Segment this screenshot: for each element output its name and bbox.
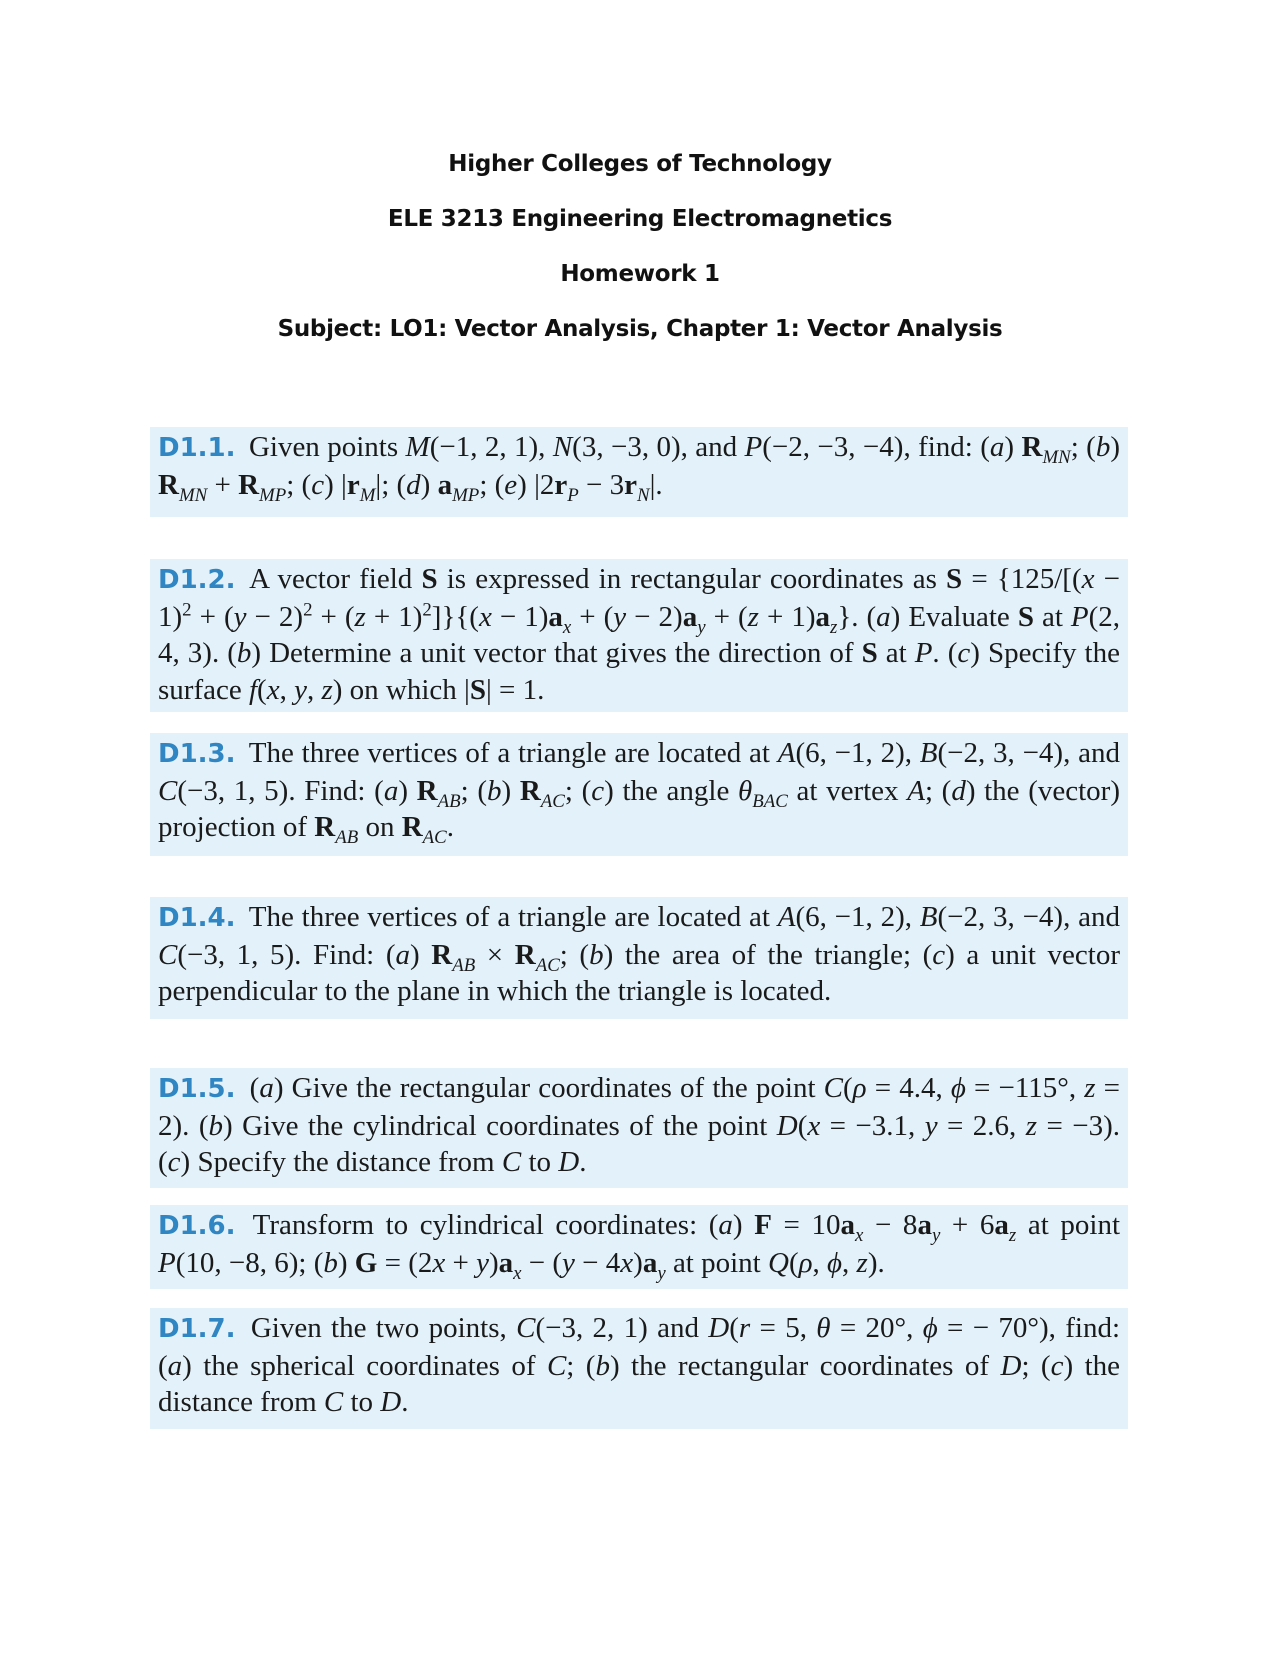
problem-text: The three vertices of a triangle are located at A(6, −1, 2), B(−2, 3, −4), and C(−3, 1, 5). Find: (a) $R_{AB}$; (b) $R_{AC}$; (c) the angle $\theta_{BAC}$ at vertex A; (d) the (vector) projection of $R_{AB}$ on $R_{AC}$.: [158, 737, 1120, 848]
problem-d1-1: [150, 427, 1128, 517]
problem-d1-7: [150, 1308, 1128, 1429]
problem-label: D1.4.: [158, 903, 236, 933]
problem-d1-2: [150, 559, 1128, 712]
subject-line: Subject: LO1: Vector Analysis, Chapter 1: Vector Analysis: [277, 316, 1003, 342]
problem-text: Transform to cylindrical coordinates: (a) $F = 10a_x - 8a_y + 6a_z$ at point P(10, −8, 6); (b) $G = (2x + y)a_x - (y - 4x)a_y$ at point Q(ρ, ϕ, z).: [158, 1209, 1120, 1284]
course-title: ELE 3213 Engineering Electromagnetics: [387, 206, 893, 232]
problem-label: D1.1.: [158, 433, 236, 463]
problem-text: A vector field S is expressed in rectangular coordinates as $S = \{125/[(x - 1)^2 + (y - 2)^2 + (z + 1)^2]\}\{(x - 1)a_x + (y - 2)a_y + (z + 1)a_z\}$. (a) Evaluate S at P(2, 4, 3). (b) Determine a unit vector that gives the direction of S at P. (c) Specify the surface f(x, y, z) on which |S| = 1.: [158, 563, 1121, 706]
problem-label: D1.7.: [158, 1314, 236, 1344]
problem-text: Given points M(−1, 2, 1), N(3, −3, 0), and P(−2, −3, −4), find: (a) $R_{MN}$; (b) $R_{MN} + R_{MP}$; (c) $|r_M|$; (d) $a_{MP}$; (e) $|2r_P - 3r_N|$.: [158, 431, 1120, 506]
problem-label: D1.2.: [158, 565, 236, 595]
problem-label: D1.3.: [158, 739, 236, 769]
problem-label: D1.5.: [158, 1074, 236, 1104]
problem-d1-6: [150, 1205, 1128, 1289]
problem-label: D1.6.: [158, 1211, 236, 1241]
problem-text: Given the two points, C(−3, 2, 1) and D(r = 5, θ = 20°, ϕ = − 70°), find: (a) the spherical coordinates of C; (b) the rectangular coordinates of D; (c) the distance from C to D.: [158, 1312, 1121, 1418]
problem-text: The three vertices of a triangle are located at A(6, −1, 2), B(−2, 3, −4), and C(−3, 1, 5). Find: (a) $R_{AB} \times R_{AC}$; (b) the area of the triangle; (c) a unit vector perpendicular to the plane in which the triangle is located.: [158, 901, 1120, 1007]
problem-d1-5: [150, 1068, 1128, 1188]
college-name: Higher Colleges of Technology: [448, 151, 832, 177]
problem-text: (a) Give the rectangular coordinates of the point C(ρ = 4.4, ϕ = −115°, z = 2). (b) Give the cylindrical coordinates of the point D(x = −3.1, y = 2.6, z = −3). (c) Specify the distance from C to D.: [158, 1072, 1121, 1178]
problem-d1-4: [150, 897, 1128, 1019]
problem-d1-3: [150, 733, 1128, 856]
homework-title: Homework 1: [560, 261, 720, 287]
